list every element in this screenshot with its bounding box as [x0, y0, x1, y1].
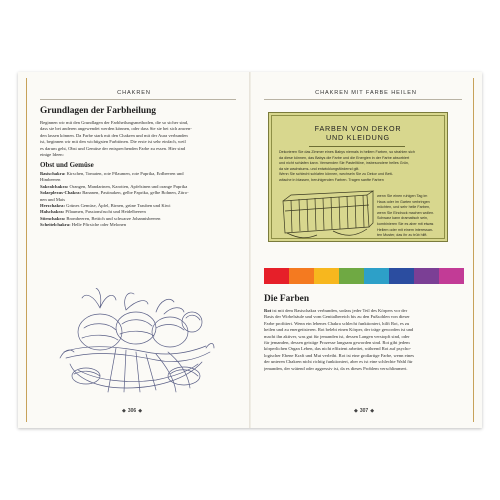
color-bar-magenta	[439, 268, 464, 284]
box-text-half	[377, 194, 443, 239]
list-item-label: Stirnchakra:	[40, 215, 66, 221]
box-line: möchten, und sehr helle Farben,	[377, 205, 431, 210]
book-spread	[18, 72, 482, 428]
list-item-text: Brombeeren, Bettich und schwarze Johannisbeeren	[65, 215, 161, 221]
body-line-text: logischer Ebene Kraft und Mut verleiht. Rot ist eine großartige Farbe, wenn eines	[264, 352, 415, 358]
box-text-full	[279, 150, 437, 184]
list-item-text: nen und Mais	[40, 196, 66, 202]
list-item-label: Scheitelchakra:	[40, 222, 71, 228]
right-folio: ◆ 307 ◆	[354, 408, 375, 414]
list-item-text: Himbeeren	[40, 177, 61, 183]
color-bar-yellow	[314, 268, 339, 284]
body-line-text: der unteren Chakren nicht richtig funktioniert, aber es ist eine schlechte Wahl für	[264, 359, 413, 365]
color-bar-light-blue	[364, 268, 389, 284]
body-line-text: Farbe profitiert. Wenn ein lebenes Chakra schlecht funktioniert, hilft Rot, es zu	[264, 320, 410, 326]
left-intro-paragraph	[40, 120, 236, 158]
colors-paragraph	[264, 308, 464, 372]
list-item-text: Helle Pfirsiche oder Melonen	[70, 222, 126, 228]
list-item-label: Basischakra:	[40, 171, 66, 176]
right-running-head: CHAKREN MIT FARBE HEILEN	[315, 90, 417, 96]
body-line-text: ist mit dem Basischakra verbunden, sodass jeder Teil des Körpers vor der	[271, 308, 408, 313]
box-line: ten Muster, das ihr zu trüb hilft.	[377, 233, 428, 238]
intro-line: dass sie bei anderen angewendet werden können, oder dass Sie sie bei sich anwen-	[40, 126, 192, 132]
intro-line: den lassen können. Da Farbe stark mit den Chakren und mit der Aura verbunden	[40, 132, 188, 138]
box-line: Wenn Sie schlecht schlafen können, wechseln Sie zu Dekor und Bett-	[279, 172, 393, 177]
right-page-number: 307	[359, 408, 369, 414]
intro-line: Beginnen wir mit den Grundlagen der Farbheilungsmethoden, die so sicher sind,	[40, 120, 189, 125]
left-running-head: CHAKREN	[117, 90, 151, 96]
left-folio: ◆ 306 ◆	[122, 408, 143, 414]
body-line-text: Basis der Wirbelsäule und vom Genitalbereich bis zu den Fußsohlen von dieser	[264, 314, 410, 320]
body-line-text: für jemanden, dessen geistige Prozesse langsam geworden sind. Rot gibt jedem	[264, 340, 410, 346]
list-item-text: Orangen, Mandarinen, Karotten, Apfelsinen und orange Paprika	[68, 183, 188, 189]
color-bar-red	[264, 268, 289, 284]
box-line: da diese können, das Babys die Farbe und die Energien in der Farbe absorbiert	[279, 155, 410, 160]
list-item	[40, 222, 236, 228]
box-line: wäsche in blassen, beruhigenden Farben. Tragen sanfte Farben	[279, 177, 384, 182]
box-title-rule	[309, 146, 405, 147]
list-item-text: Pflaumen, Passionsfrucht und Heidelbeeren	[64, 209, 146, 215]
body-line-text: heilen und zu energetisieren. Rot belebt einen Körper, der träge geworden ist und	[264, 327, 414, 333]
intro-line: ist, beginnen wir mit den wichtigsten Farbtönen. Die erste ist sehr einfach, weil	[40, 139, 186, 145]
list-item-text: Grünes Gemüse, Äpfel, Birnen, grüne Trauben und Kiwi	[65, 203, 171, 209]
box-line: wenn Sie einen ruhigen Tag im	[377, 194, 428, 198]
list-item-text: Bananen, Pastinaken, gelbe Paprika, gelbe Bohnen, Zitro-	[81, 190, 189, 196]
box-line: Dekorieren Sie das Zimmer eines Babys niemals in hellem Farben, so strahlen sich	[279, 150, 415, 154]
color-bar-violet	[414, 268, 439, 284]
color-bar-green	[339, 268, 364, 284]
left-running-rule	[40, 99, 236, 100]
box-line: kombinieren Sie es aber mit etwas	[377, 221, 434, 226]
vegetable-illustration	[56, 288, 216, 396]
intro-line: einige Ideen:	[40, 152, 64, 158]
box-line: Hellem oder mit einem interessan-	[377, 227, 434, 232]
list-item-label: Solarplexus-Chakra:	[40, 190, 82, 196]
decor-clothing-box	[268, 112, 448, 242]
chakra-food-list	[40, 171, 236, 229]
left-page-number: 306	[127, 408, 137, 414]
body-line-label: Rot	[264, 308, 272, 313]
left-page	[18, 72, 250, 428]
crib-illustration	[277, 189, 375, 239]
right-running-rule	[264, 99, 462, 100]
right-page	[250, 72, 482, 428]
box-title	[269, 125, 447, 142]
left-subheading: Obst und Gemüse	[40, 161, 94, 169]
box-line: wenn Sie Eindruck machen wollen.	[377, 210, 435, 215]
box-title-line: UND KLEIDUNG	[326, 132, 390, 142]
right-page-heading: Die Farben	[264, 294, 310, 304]
color-bar-blue	[389, 268, 414, 284]
box-title-line: FARBEN VON DEKOR	[314, 124, 402, 133]
chakra-color-bars	[264, 268, 464, 284]
left-page-heading: Grundlagen der Farbheilung	[40, 106, 156, 116]
list-item-label: Halschakra:	[40, 209, 65, 215]
box-line: Schwarz kann dramatisch sein,	[377, 216, 429, 221]
color-bar-orange	[289, 268, 314, 284]
list-item-label: Herzchakra:	[40, 203, 66, 209]
box-line: da sie wachstums- und entwicklungsfördernd gilt.	[279, 166, 360, 171]
body-line-text: jemanden, der wütend oder aggressiv ist, da es dieses Problem verschlimmert.	[264, 365, 408, 371]
body-line	[264, 366, 464, 372]
body-line-text: macht ihn aktiver, was gut für jemanden ist, dessen Langen verstopft sind, oder	[264, 333, 410, 339]
body-line-text: körperlichen Organ Leben, das nicht effizient arbeitet, während Rot auf psycho-	[264, 346, 412, 352]
list-item-text: Kirschen, Tomaten, rote Pflaumen, rote Paprika, Erdbeeren und	[65, 171, 184, 176]
intro-line: es darum geht, Obst und Gemüse der entsprechenden Farbe zu essen. Hier sind	[40, 145, 186, 151]
list-item-label: Sakralchakra:	[40, 183, 69, 189]
box-line: und nicht schlafen kann. Verwenden Sie Pastelltöne, insbesondere helles Grün,	[279, 161, 409, 166]
box-line: Haus oder im Garten verbringen	[377, 199, 430, 204]
